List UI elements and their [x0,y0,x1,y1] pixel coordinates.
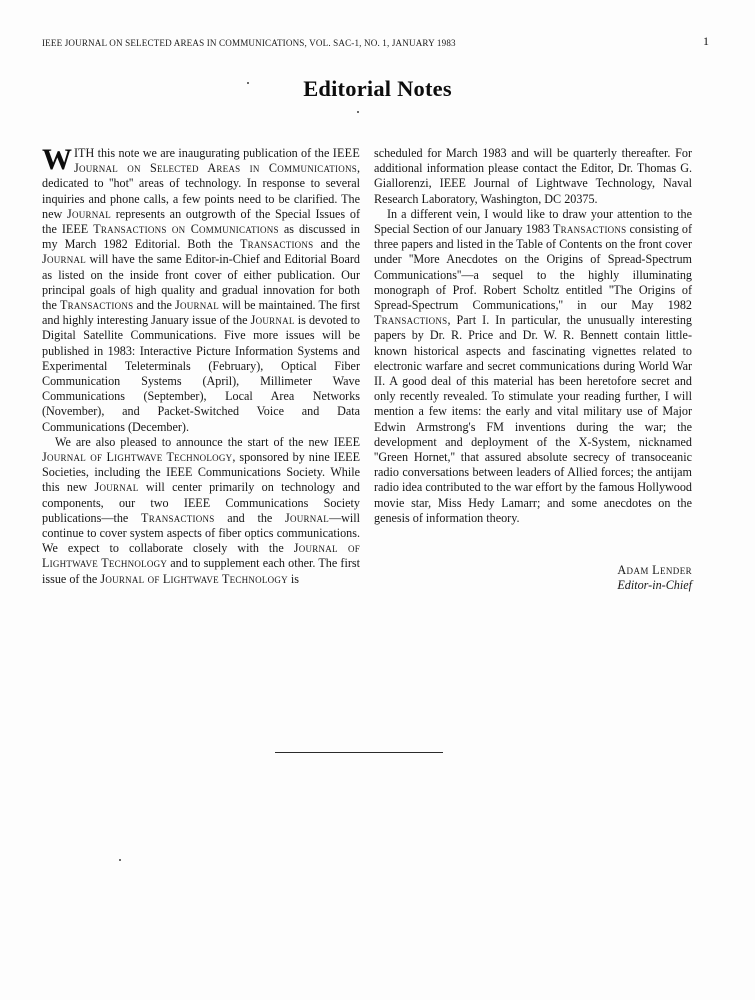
author-name: Adam Lender [617,563,692,577]
paragraph-text: will have the same Editor-in-Chief and Editorial Board as listed on the inside front cover of either publication. Our principal goals of high quality and gradual innovation for both the [42,252,360,313]
journal-name: Transactions [553,222,627,237]
journal-name: Journal [42,252,86,267]
scan-artifact [119,859,121,861]
paragraph-text: and the [313,237,361,252]
paragraph-second [42,435,360,587]
paragraph-text: , dedicated to ''hot'' areas of technology. In response to several inquiries and phone calls, a few points need to be clarified. The new [42,161,360,221]
paragraph-text: represents an outgrowth of the Special Issues of the IEEE [42,206,360,237]
paragraph-text: We are also pleased to announce the start of the new IEEE [55,434,360,449]
journal-name: Journal of Lightwave Technology [42,450,233,465]
paragraph-opening [42,143,361,435]
paragraph-text: as discussed in my March 1982 Editorial. Both the [42,222,360,252]
paragraph-text: and to supplement each other. The first issue of the [42,556,360,586]
paragraph-text: consisting of three papers and listed in the Table of Contents on the front cover under ''More Anecdotes on the Origins of Spread-Spectrum Communications''—a sequel to the highly illuminating monograph of Prof. Robert Scholtz entitled ''The Origins of Spread-Spectrum Communications,'' in our May 1982 [374,222,692,313]
running-head: IEEE JOURNAL ON SELECTED AREAS IN COMMUNICATIONS, VOL. SAC-1, NO. 1, JANUARY 1983 [42,38,456,48]
journal-name: Transactions [240,237,314,252]
paragraph-text: —will continue to cover system aspects of fiber optics communications. We expect to collaborate closely with the [42,510,361,556]
journal-name: Journal [94,480,139,495]
signature-block [374,563,692,594]
journal-name: Journal [285,510,329,525]
paragraph-continuation: scheduled for March 1983 and will be quarterly thereafter. For additional information please contact the Editor, Dr. Thomas G. Giallorenzi, IEEE Journal of Lightwave Technology, Naval Research Laboratory, Washington, DC 20375. [374,146,692,206]
paragraph-text: In a different vein, I would like to draw your attention to the Special Section of our January 1983 [374,206,692,237]
journal-name: IEEE Journal on Selected Areas in Communications [74,146,360,176]
section-divider-rule [275,752,443,753]
paragraph-text: ITH this note we are inaugurating publication of the [74,146,333,160]
journal-name: Transactions [141,510,215,525]
body-column-left [42,143,361,587]
scan-artifact [247,82,249,84]
paragraph-text: will center primarily on technology and components, our two IEEE Communications Society publications—the [42,480,360,525]
paragraph-text: is [287,571,300,586]
drop-cap: W [42,143,72,176]
paragraph-text: is devoted to Digital Satellite Communications. Five more issues will be published in 1983: Interactive Picture Information Systems and Experimental Teleterminals (February), Optical Fiber Communication Systems (April), Millimeter Wave Communications (September), Local Area Networks (November), and Packet-Switched Voice and Data Communications (December). [42,313,360,434]
page-number: 1 [703,34,709,48]
journal-name: Journal [175,298,219,313]
journal-name: Journal [250,313,295,328]
body-column-right [374,146,692,526]
paragraph-text: , sponsored by nine IEEE Societies, including the IEEE Communications Society. While this new [42,450,360,495]
journal-name: Transactions on Communications [93,222,279,237]
journal-name: Journal of Lightwave Technology [100,571,288,586]
journal-name: Transactions [59,298,134,313]
journal-name: Journal of Lightwave Technology [42,541,360,571]
paragraph-text: , Part I. In particular, the unusually interesting papers by Dr. R. Price and Dr. W. R. Bennett contain little-known historical aspects and fascinating vignettes related to electronic warfare and secret communications during World War II. A good deal of this material has been heretofore secret and only recently revealed. To stimulate your reading further, I will mention a few items: the early and vital military use of Major Edwin Armstrong's FM inventions during the war; the development and deployment of the X-System, nicknamed ''Green Hornet,'' that assured absolute secrecy of transoceanic radio conversations between leaders of Allied forces; the antijam radio idea contributed to the war effort by the famous Hollywood movie star, Miss Hedy Lamarr; and some anecdotes on the genesis of information theory. [374,313,692,525]
journal-name: Transactions [374,313,448,328]
paragraph-special-section [374,207,692,526]
paragraph-text: will be maintained. The first and highly interesting January issue of the [42,298,360,328]
author-role: Editor-in-Chief [617,578,692,593]
page-title: Editorial Notes [303,76,452,101]
journal-name: Journal [66,206,111,221]
scan-artifact [357,111,359,113]
paragraph-text: and the [214,510,285,525]
paragraph-text: and the [133,298,176,313]
